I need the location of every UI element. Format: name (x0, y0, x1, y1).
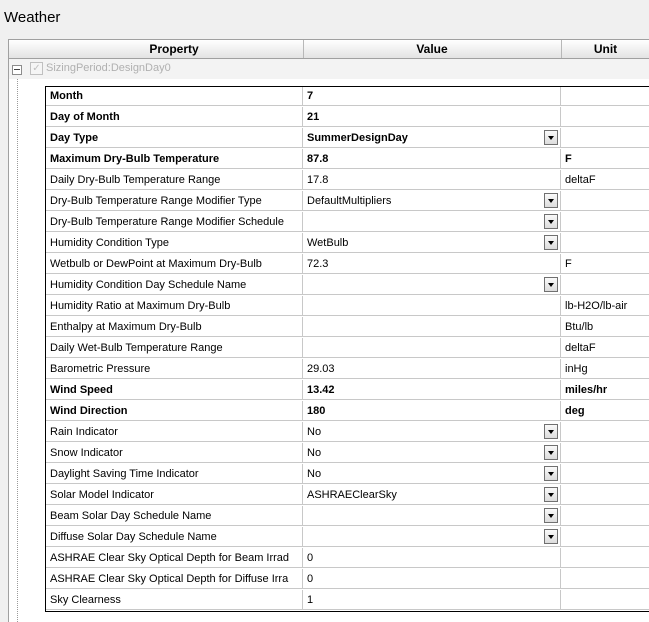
value-field[interactable] (303, 296, 561, 316)
dropdown-arrow-icon[interactable] (544, 193, 558, 208)
table-row[interactable] (45, 464, 649, 485)
value-text: 180 (307, 405, 326, 417)
property-name-cell[interactable]: Wind Speed (45, 380, 303, 400)
property-name-cell[interactable]: Wetbulb or DewPoint at Maximum Dry-Bulb (45, 254, 303, 274)
value-text: 87.8 (307, 153, 329, 165)
header-value[interactable]: Value (303, 40, 562, 58)
unit-cell (561, 275, 649, 295)
group-label: SizingPeriod:DesignDay0 (46, 62, 171, 74)
value-dropdown[interactable] (303, 191, 561, 211)
unit-cell (561, 128, 649, 148)
value-text: 1 (307, 594, 314, 606)
property-name-cell[interactable]: Day of Month (45, 107, 303, 127)
property-name-cell[interactable]: ASHRAE Clear Sky Optical Depth for Beam Irrad (45, 548, 303, 568)
value-field[interactable] (303, 590, 561, 610)
value-text: No (307, 426, 322, 438)
property-name-cell[interactable]: Day Type (45, 128, 303, 148)
table-row[interactable] (45, 233, 649, 254)
value-text: 29.03 (307, 363, 335, 375)
tree-connector-line (17, 79, 18, 622)
value-dropdown[interactable] (303, 527, 561, 547)
table-row[interactable] (45, 128, 649, 149)
value-text: No (307, 468, 322, 480)
table-row[interactable] (45, 317, 649, 338)
value-field[interactable] (303, 338, 561, 358)
property-name-cell[interactable]: Dry-Bulb Temperature Range Modifier Schedule (45, 212, 303, 232)
dropdown-arrow-icon[interactable] (544, 466, 558, 481)
table-row[interactable] (45, 359, 649, 380)
group-checkbox[interactable]: ✓ (30, 62, 43, 75)
property-name-cell[interactable]: Sky Clearness (45, 590, 303, 610)
value-field[interactable] (303, 317, 561, 337)
group-row[interactable] (9, 59, 649, 79)
collapse-icon[interactable] (12, 65, 22, 75)
table-row[interactable] (45, 506, 649, 527)
property-name-cell[interactable]: Snow Indicator (45, 443, 303, 463)
value-text: WetBulb (307, 237, 349, 249)
unit-cell (561, 86, 649, 106)
table-row[interactable] (45, 401, 649, 422)
unit-cell (561, 527, 649, 547)
property-name-cell[interactable]: Humidity Condition Type (45, 233, 303, 253)
dropdown-arrow-icon[interactable] (544, 424, 558, 439)
unit-cell: Btu/lb (561, 317, 649, 337)
property-name-cell[interactable]: Beam Solar Day Schedule Name (45, 506, 303, 526)
header-unit[interactable]: Unit (561, 40, 649, 58)
unit-cell: deltaF (561, 338, 649, 358)
property-name-cell[interactable]: Solar Model Indicator (45, 485, 303, 505)
header-property[interactable]: Property (45, 40, 304, 58)
unit-cell (561, 569, 649, 589)
property-name-cell[interactable]: ASHRAE Clear Sky Optical Depth for Diffuse Irra (45, 569, 303, 589)
unit-cell (561, 464, 649, 484)
property-name-cell[interactable]: Humidity Ratio at Maximum Dry-Bulb (45, 296, 303, 316)
dropdown-arrow-icon[interactable] (544, 508, 558, 523)
table-row[interactable] (45, 212, 649, 233)
grid-header (9, 40, 649, 59)
unit-cell (561, 506, 649, 526)
table-row[interactable] (45, 107, 649, 128)
value-field[interactable] (303, 107, 561, 127)
property-name-cell[interactable]: Daylight Saving Time Indicator (45, 464, 303, 484)
value-dropdown[interactable] (303, 422, 561, 442)
table-row[interactable] (45, 149, 649, 170)
value-dropdown[interactable] (303, 233, 561, 253)
property-name-cell[interactable]: Wind Direction (45, 401, 303, 421)
table-row[interactable] (45, 443, 649, 464)
value-text: SummerDesignDay (307, 132, 408, 144)
unit-cell (561, 443, 649, 463)
value-dropdown[interactable] (303, 485, 561, 505)
dropdown-arrow-icon[interactable] (544, 529, 558, 544)
value-field[interactable] (303, 359, 561, 379)
unit-cell (561, 233, 649, 253)
table-row[interactable] (45, 86, 649, 107)
unit-cell: F (561, 149, 649, 169)
value-text: 0 (307, 573, 314, 585)
value-text: ASHRAEClearSky (307, 489, 397, 501)
value-field[interactable] (303, 254, 561, 274)
property-name-cell[interactable]: Humidity Condition Day Schedule Name (45, 275, 303, 295)
property-name-cell[interactable]: Daily Wet-Bulb Temperature Range (45, 338, 303, 358)
unit-cell: deg (561, 401, 649, 421)
value-dropdown[interactable] (303, 275, 561, 295)
dropdown-arrow-icon[interactable] (544, 130, 558, 145)
table-row[interactable] (45, 548, 649, 569)
value-text: No (307, 447, 322, 459)
table-row[interactable] (45, 170, 649, 191)
value-text: 13.42 (307, 384, 335, 396)
property-name-cell[interactable]: Daily Dry-Bulb Temperature Range (45, 170, 303, 190)
unit-cell: lb-H2O/lb-air (561, 296, 649, 316)
unit-cell (561, 107, 649, 127)
table-row[interactable] (45, 590, 649, 611)
property-name-cell[interactable]: Barometric Pressure (45, 359, 303, 379)
property-name-cell[interactable]: Diffuse Solar Day Schedule Name (45, 527, 303, 547)
table-row[interactable] (45, 527, 649, 548)
value-field[interactable] (303, 149, 561, 169)
dropdown-arrow-icon[interactable] (544, 214, 558, 229)
table-row[interactable] (45, 422, 649, 443)
value-field[interactable] (303, 401, 561, 421)
dropdown-arrow-icon[interactable] (544, 235, 558, 250)
unit-cell (561, 422, 649, 442)
value-text: 0 (307, 552, 314, 564)
property-name-cell[interactable]: Maximum Dry-Bulb Temperature (45, 149, 303, 169)
value-text: 72.3 (307, 258, 329, 270)
unit-cell: miles/hr (561, 380, 649, 400)
unit-cell (561, 485, 649, 505)
property-name-cell[interactable]: Dry-Bulb Temperature Range Modifier Type (45, 191, 303, 211)
value-field[interactable] (303, 569, 561, 589)
table-row[interactable] (45, 254, 649, 275)
unit-cell (561, 548, 649, 568)
unit-cell: F (561, 254, 649, 274)
table-row[interactable] (45, 569, 649, 590)
tree-gutter (9, 79, 45, 622)
property-name-cell[interactable]: Month (45, 86, 303, 106)
unit-cell: inHg (561, 359, 649, 379)
table-row[interactable] (45, 296, 649, 317)
value-text: 21 (307, 111, 320, 123)
unit-cell (561, 590, 649, 610)
table-row[interactable] (45, 275, 649, 296)
property-name-cell[interactable]: Rain Indicator (45, 422, 303, 442)
table-row[interactable] (45, 380, 649, 401)
value-dropdown[interactable] (303, 506, 561, 526)
value-text: 17.8 (307, 174, 329, 186)
value-field[interactable] (303, 380, 561, 400)
value-text: DefaultMultipliers (307, 195, 392, 207)
unit-cell (561, 212, 649, 232)
table-row[interactable] (45, 338, 649, 359)
unit-cell (561, 191, 649, 211)
unit-cell: deltaF (561, 170, 649, 190)
dropdown-arrow-icon[interactable] (544, 487, 558, 502)
dropdown-arrow-icon[interactable] (544, 277, 558, 292)
value-dropdown[interactable] (303, 464, 561, 484)
value-dropdown[interactable] (303, 212, 561, 232)
value-field[interactable] (303, 170, 561, 190)
value-field[interactable] (303, 86, 561, 106)
value-field[interactable] (303, 548, 561, 568)
value-dropdown[interactable] (303, 443, 561, 463)
value-dropdown[interactable] (303, 128, 561, 148)
property-grid (8, 39, 649, 622)
window-title: Weather (4, 9, 61, 26)
table-row[interactable] (45, 191, 649, 212)
property-name-cell[interactable]: Enthalpy at Maximum Dry-Bulb (45, 317, 303, 337)
table-row[interactable] (45, 485, 649, 506)
value-text: 7 (307, 90, 314, 102)
dropdown-arrow-icon[interactable] (544, 445, 558, 460)
